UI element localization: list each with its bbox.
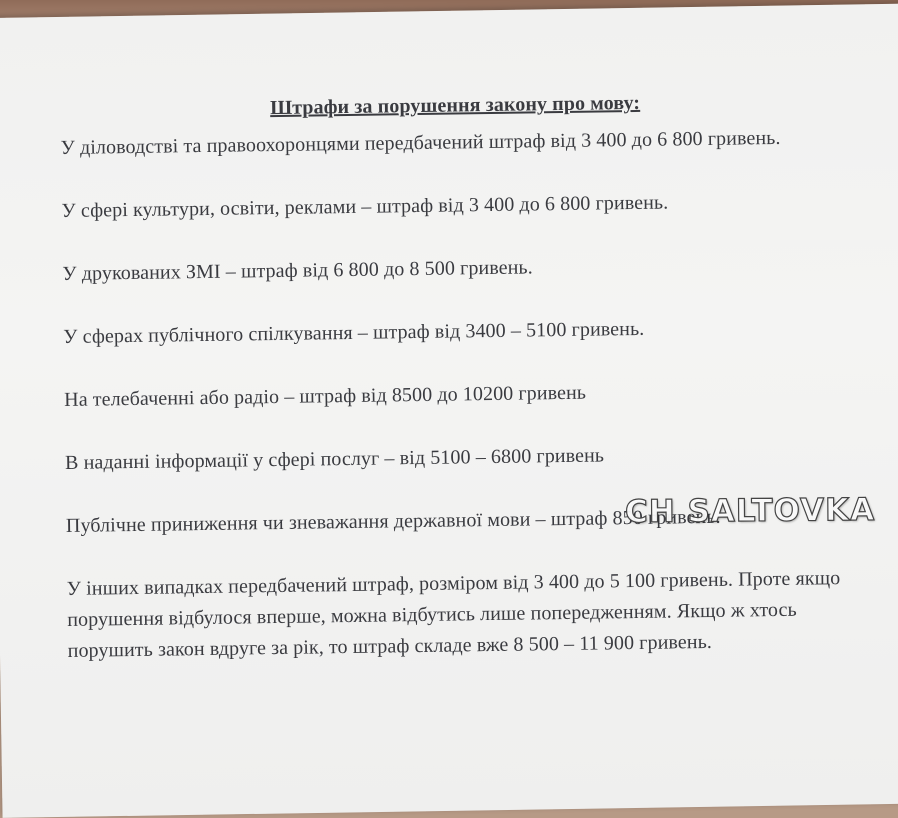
paragraph-humiliation: Публічне приниження чи зневажання державної мови – штраф 850 гривень. [65,505,721,537]
watermark-logo: CH SALTOVKA [624,491,876,531]
paragraph-other-cases: У інших випадках передбачений штраф, розміром від 3 400 до 5 100 гривень. Проте якщо порушення відбулося вперше, можна відбутись лише попередженням. Якщо ж хтось порушить закон вдруге за рік, то штраф складе вже 8 500 – 11 900 гривень. [66,567,841,662]
paragraph-public-communication: У сферах публічного спілкування – штраф від 3400 – 5100 гривень. [63,317,645,348]
paragraph-services: В наданні інформації у сфері послуг – від 5100 – 6800 гривень [64,444,605,474]
paragraph-records: У діловодстві та правоохоронцями передбачений штраф від 3 400 до 6 800 гривень. [60,126,781,159]
paragraph-culture: У сфері культури, освіти, реклами – штраф від 3 400 до 6 800 гривень. [61,191,669,222]
paragraph-print-media: У друкованих ЗМІ – штраф від 6 800 до 8 500 гривень. [62,256,533,285]
document-body [60,89,868,667]
paragraph-tv-radio: На телебаченні або радіо – штраф від 8500 до 10200 гривень [64,381,587,411]
document-title: Штрафи за порушення закону про мову: [269,91,641,120]
